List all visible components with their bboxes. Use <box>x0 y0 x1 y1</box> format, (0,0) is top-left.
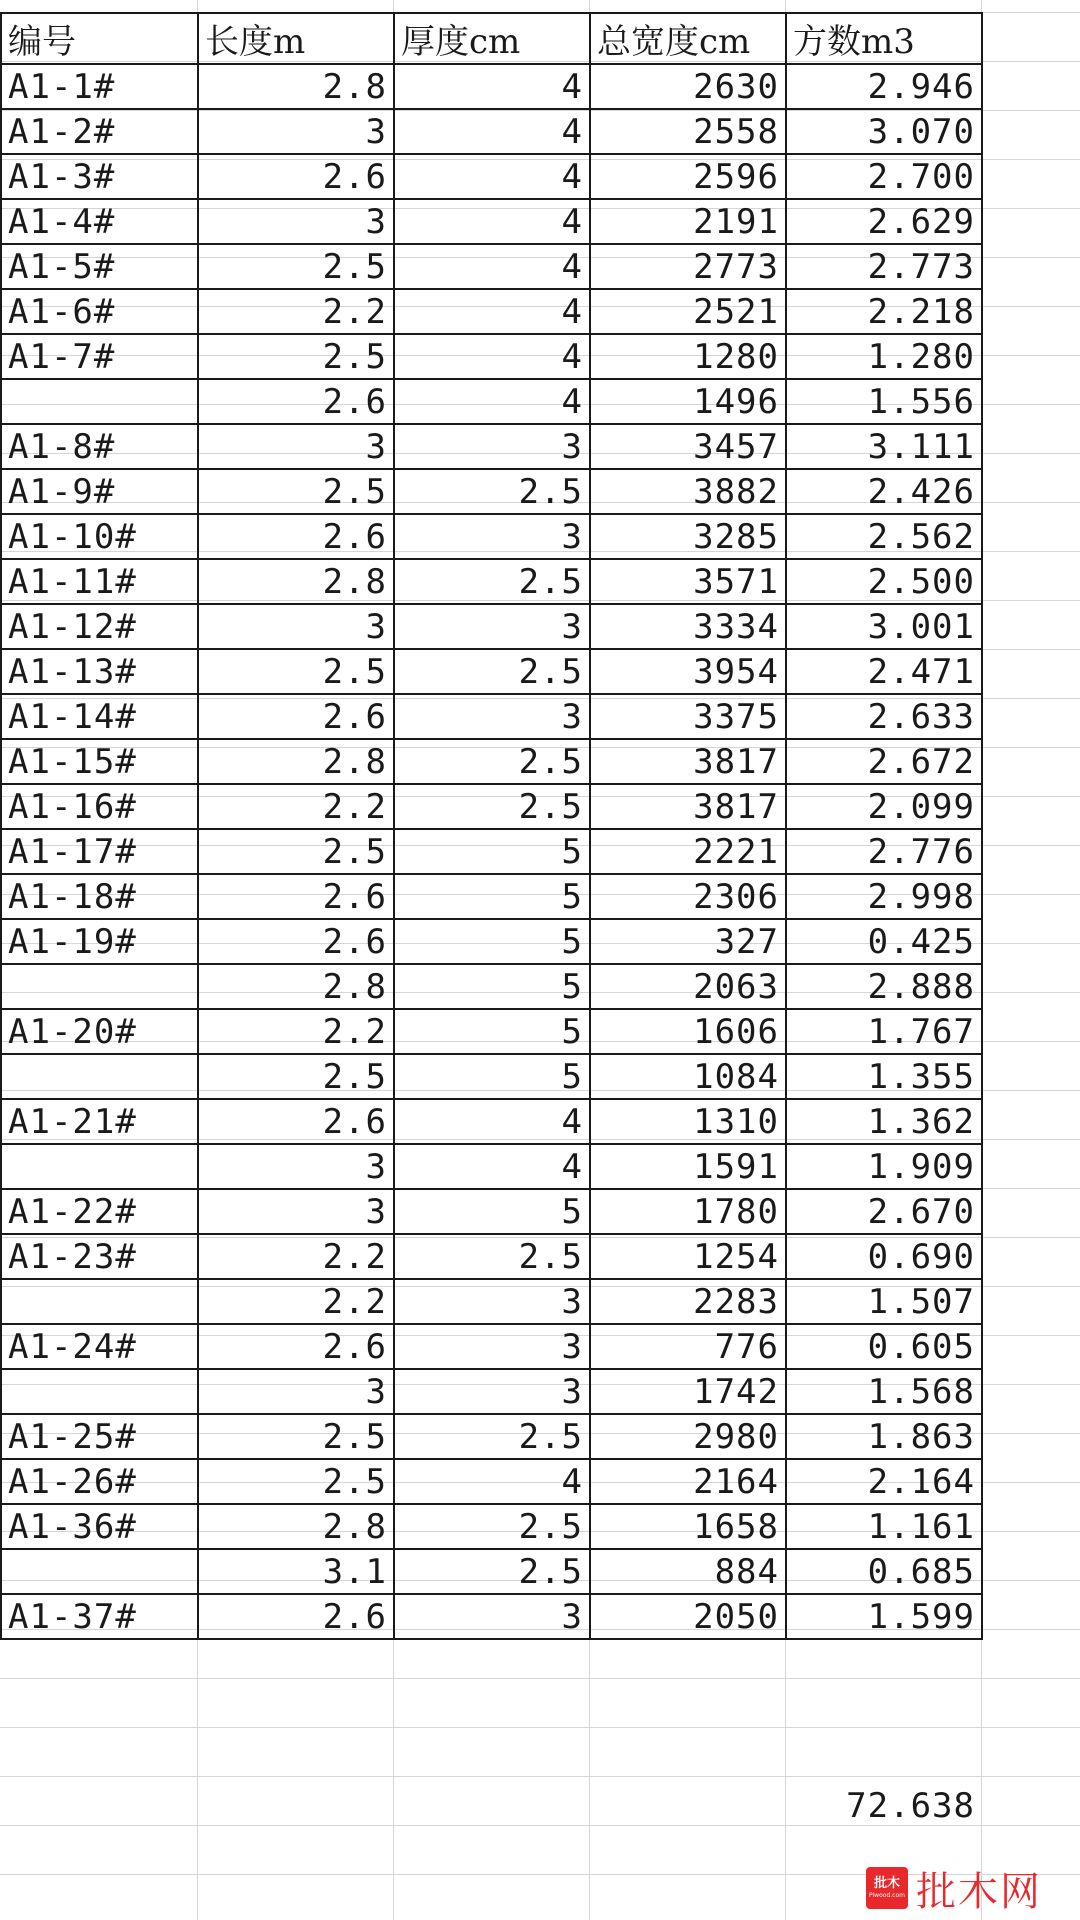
cell-total-width[interactable]: 1310 <box>590 1099 786 1144</box>
cell-thickness[interactable]: 3 <box>394 424 590 469</box>
cell-total-width[interactable]: 2306 <box>590 874 786 919</box>
cell-length[interactable]: 3 <box>198 1144 394 1189</box>
cell-volume[interactable]: 2.426 <box>786 469 982 514</box>
cell-length[interactable]: 3 <box>198 109 394 154</box>
cell-thickness[interactable]: 4 <box>394 289 590 334</box>
header-thickness[interactable]: 厚度cm <box>394 13 590 64</box>
cell-volume[interactable]: 1.161 <box>786 1504 982 1549</box>
table-row <box>1 919 982 964</box>
header-volume[interactable]: 方数m3 <box>786 13 982 64</box>
table-row <box>1 1099 982 1144</box>
cell-id[interactable]: A1-17# <box>1 829 198 874</box>
cell-thickness[interactable]: 5 <box>394 1054 590 1099</box>
cell-id[interactable]: A1-4# <box>1 199 198 244</box>
cell-thickness[interactable]: 5 <box>394 1189 590 1234</box>
cell-thickness[interactable]: 4 <box>394 109 590 154</box>
cell-length[interactable]: 2.5 <box>198 649 394 694</box>
cell-id[interactable]: A1-2# <box>1 109 198 154</box>
cell-thickness[interactable]: 4 <box>394 334 590 379</box>
cell-volume[interactable]: 2.776 <box>786 829 982 874</box>
cell-total-width[interactable]: 884 <box>590 1549 786 1594</box>
cell-total-width[interactable]: 3334 <box>590 604 786 649</box>
cell-thickness[interactable]: 3 <box>394 694 590 739</box>
grid-row-line <box>0 1678 1080 1679</box>
cell-volume[interactable]: 2.218 <box>786 289 982 334</box>
cell-total-width[interactable]: 2164 <box>590 1459 786 1504</box>
table-row <box>1 694 982 739</box>
cell-length[interactable]: 2.6 <box>198 1099 394 1144</box>
cell-total-width[interactable]: 1658 <box>590 1504 786 1549</box>
cell-thickness[interactable]: 5 <box>394 964 590 1009</box>
table-row <box>1 874 982 919</box>
cell-id[interactable]: A1-14# <box>1 694 198 739</box>
cell-thickness[interactable]: 2.5 <box>394 1414 590 1459</box>
table-row <box>1 424 982 469</box>
cell-thickness[interactable]: 2.5 <box>394 1504 590 1549</box>
cell-volume[interactable]: 2.164 <box>786 1459 982 1504</box>
cell-length[interactable]: 3 <box>198 1189 394 1234</box>
cell-thickness[interactable]: 5 <box>394 919 590 964</box>
cell-id[interactable]: A1-8# <box>1 424 198 469</box>
cell-thickness[interactable]: 5 <box>394 874 590 919</box>
cell-length[interactable]: 2.8 <box>198 1504 394 1549</box>
cell-volume[interactable]: 2.946 <box>786 64 982 109</box>
cell-length[interactable]: 2.5 <box>198 1054 394 1099</box>
table-row <box>1 1459 982 1504</box>
cell-thickness[interactable]: 2.5 <box>394 784 590 829</box>
table-row <box>1 1009 982 1054</box>
cell-total-width[interactable]: 2980 <box>590 1414 786 1459</box>
cell-id[interactable]: A1-24# <box>1 1324 198 1369</box>
cell-thickness[interactable]: 4 <box>394 64 590 109</box>
table-row <box>1 244 982 289</box>
cell-total-width[interactable]: 1591 <box>590 1144 786 1189</box>
cell-total-width[interactable]: 1780 <box>590 1189 786 1234</box>
cell-id[interactable]: A1-18# <box>1 874 198 919</box>
cell-length[interactable]: 2.6 <box>198 154 394 199</box>
cell-id[interactable]: A1-7# <box>1 334 198 379</box>
cell-volume[interactable]: 1.362 <box>786 1099 982 1144</box>
header-row <box>1 13 982 64</box>
cell-volume[interactable]: 1.280 <box>786 334 982 379</box>
cell-total-width[interactable]: 1280 <box>590 334 786 379</box>
cell-volume[interactable]: 0.425 <box>786 919 982 964</box>
cell-volume[interactable]: 2.471 <box>786 649 982 694</box>
cell-length[interactable]: 2.2 <box>198 1234 394 1279</box>
cell-length[interactable]: 3 <box>198 604 394 649</box>
grid-row-line <box>0 1776 1080 1777</box>
cell-total-width[interactable]: 2283 <box>590 1279 786 1324</box>
cell-volume[interactable]: 2.773 <box>786 244 982 289</box>
cell-thickness[interactable]: 3 <box>394 1279 590 1324</box>
table-row <box>1 154 982 199</box>
cell-id[interactable]: A1-20# <box>1 1009 198 1054</box>
cell-total-width[interactable]: 327 <box>590 919 786 964</box>
cell-id[interactable] <box>1 1369 198 1414</box>
cell-volume[interactable]: 1.863 <box>786 1414 982 1459</box>
table-row <box>1 289 982 334</box>
header-total-width[interactable]: 总宽度cm <box>590 13 786 64</box>
cell-total-width[interactable]: 2191 <box>590 199 786 244</box>
cell-id[interactable]: A1-22# <box>1 1189 198 1234</box>
watermark-badge-sub: Piwood.com <box>869 1892 905 1899</box>
cell-total-width[interactable]: 3571 <box>590 559 786 604</box>
cell-volume[interactable]: 1.556 <box>786 379 982 424</box>
cell-total-width[interactable]: 2630 <box>590 64 786 109</box>
cell-length[interactable]: 3 <box>198 199 394 244</box>
cell-length[interactable]: 2.6 <box>198 1594 394 1639</box>
cell-volume[interactable]: 2.700 <box>786 154 982 199</box>
cell-id[interactable]: A1-6# <box>1 289 198 334</box>
cell-length[interactable]: 2.2 <box>198 1009 394 1054</box>
cell-thickness[interactable]: 4 <box>394 1144 590 1189</box>
cell-total-width[interactable]: 3954 <box>590 649 786 694</box>
cell-thickness[interactable]: 5 <box>394 1009 590 1054</box>
cell-thickness[interactable]: 3 <box>394 1369 590 1414</box>
cell-volume[interactable]: 2.633 <box>786 694 982 739</box>
cell-length[interactable]: 2.2 <box>198 289 394 334</box>
cell-volume[interactable]: 0.605 <box>786 1324 982 1369</box>
cell-volume[interactable]: 1.909 <box>786 1144 982 1189</box>
cell-total-width[interactable]: 1606 <box>590 1009 786 1054</box>
cell-volume[interactable]: 1.767 <box>786 1009 982 1054</box>
cell-total-width[interactable]: 776 <box>590 1324 786 1369</box>
cell-total-width[interactable]: 2773 <box>590 244 786 289</box>
cell-thickness[interactable]: 4 <box>394 1099 590 1144</box>
cell-volume[interactable]: 1.355 <box>786 1054 982 1099</box>
cell-id[interactable]: A1-26# <box>1 1459 198 1504</box>
cell-volume[interactable]: 2.670 <box>786 1189 982 1234</box>
cell-total-width[interactable]: 1742 <box>590 1369 786 1414</box>
table-row <box>1 784 982 829</box>
table-row <box>1 649 982 694</box>
cell-id[interactable]: A1-12# <box>1 604 198 649</box>
cell-id[interactable]: A1-23# <box>1 1234 198 1279</box>
cell-id[interactable]: A1-9# <box>1 469 198 514</box>
cell-total-width[interactable]: 1254 <box>590 1234 786 1279</box>
cell-length[interactable]: 3 <box>198 424 394 469</box>
cell-id[interactable]: A1-5# <box>1 244 198 289</box>
table-row <box>1 1054 982 1099</box>
cell-volume[interactable]: 3.001 <box>786 604 982 649</box>
table-row <box>1 604 982 649</box>
table-row <box>1 514 982 559</box>
data-table <box>0 12 983 1640</box>
watermark-badge-text: 批木 <box>873 1876 900 1891</box>
cell-volume[interactable]: 2.888 <box>786 964 982 1009</box>
cell-thickness[interactable]: 4 <box>394 199 590 244</box>
cell-total-width[interactable]: 2558 <box>590 109 786 154</box>
cell-id[interactable] <box>1 1054 198 1099</box>
cell-volume[interactable]: 3.070 <box>786 109 982 154</box>
header-length[interactable]: 长度m <box>198 13 394 64</box>
table-row <box>1 379 982 424</box>
table-row <box>1 469 982 514</box>
cell-thickness[interactable]: 3 <box>394 604 590 649</box>
cell-total-width[interactable]: 3882 <box>590 469 786 514</box>
table-row <box>1 1189 982 1234</box>
watermark-text: 批木网 <box>916 1868 1042 1915</box>
cell-volume[interactable]: 3.111 <box>786 424 982 469</box>
watermark <box>866 1864 1042 1915</box>
cell-length[interactable]: 2.8 <box>198 64 394 109</box>
cell-length[interactable]: 3 <box>198 1369 394 1414</box>
cell-volume[interactable]: 1.568 <box>786 1369 982 1414</box>
table-row <box>1 1594 982 1639</box>
cell-id[interactable]: A1-11# <box>1 559 198 604</box>
cell-length[interactable]: 2.6 <box>198 874 394 919</box>
cell-total-width[interactable]: 2050 <box>590 1594 786 1639</box>
cell-id[interactable]: A1-19# <box>1 919 198 964</box>
cell-length[interactable]: 2.6 <box>198 514 394 559</box>
cell-length[interactable]: 2.5 <box>198 829 394 874</box>
cell-volume[interactable]: 2.562 <box>786 514 982 559</box>
table-row <box>1 964 982 1009</box>
cell-total-width[interactable]: 3285 <box>590 514 786 559</box>
table-row <box>1 1369 982 1414</box>
cell-id[interactable]: A1-25# <box>1 1414 198 1459</box>
cell-thickness[interactable]: 4 <box>394 1459 590 1504</box>
cell-volume[interactable]: 1.507 <box>786 1279 982 1324</box>
cell-thickness[interactable]: 2.5 <box>394 649 590 694</box>
cell-thickness[interactable]: 3 <box>394 514 590 559</box>
cell-thickness[interactable]: 5 <box>394 829 590 874</box>
cell-total-width[interactable]: 2221 <box>590 829 786 874</box>
cell-total-width[interactable]: 1084 <box>590 1054 786 1099</box>
cell-volume[interactable]: 1.599 <box>786 1594 982 1639</box>
cell-total-width[interactable]: 3817 <box>590 739 786 784</box>
cell-length[interactable]: 2.6 <box>198 379 394 424</box>
table-row <box>1 739 982 784</box>
cell-total-width[interactable]: 2521 <box>590 289 786 334</box>
cell-length[interactable]: 2.6 <box>198 694 394 739</box>
cell-length[interactable]: 2.5 <box>198 1459 394 1504</box>
cell-volume[interactable]: 2.998 <box>786 874 982 919</box>
grid-row-line <box>0 1727 1080 1728</box>
cell-length[interactable]: 2.5 <box>198 1414 394 1459</box>
cell-length[interactable]: 2.6 <box>198 919 394 964</box>
total-cell[interactable]: 72.638 <box>846 1786 975 1826</box>
cell-length[interactable]: 2.5 <box>198 244 394 289</box>
cell-id[interactable] <box>1 1549 198 1594</box>
cell-length[interactable]: 2.6 <box>198 1324 394 1369</box>
table-row <box>1 559 982 604</box>
watermark-logo <box>866 1867 908 1909</box>
table-row <box>1 199 982 244</box>
cell-id[interactable]: A1-13# <box>1 649 198 694</box>
cell-id[interactable]: A1-3# <box>1 154 198 199</box>
cell-total-width[interactable]: 3375 <box>590 694 786 739</box>
table-row <box>1 1504 982 1549</box>
cell-total-width[interactable]: 3817 <box>590 784 786 829</box>
cell-total-width[interactable]: 2596 <box>590 154 786 199</box>
cell-id[interactable] <box>1 964 198 1009</box>
table-row <box>1 1279 982 1324</box>
cell-volume[interactable]: 2.672 <box>786 739 982 784</box>
cell-thickness[interactable]: 3 <box>394 1594 590 1639</box>
cell-id[interactable]: A1-16# <box>1 784 198 829</box>
cell-thickness[interactable]: 2.5 <box>394 559 590 604</box>
cell-thickness[interactable]: 2.5 <box>394 1234 590 1279</box>
cell-total-width[interactable]: 2063 <box>590 964 786 1009</box>
cell-length[interactable]: 2.8 <box>198 559 394 604</box>
cell-id[interactable] <box>1 1279 198 1324</box>
header-id[interactable]: 编号 <box>1 13 198 64</box>
cell-volume[interactable]: 2.500 <box>786 559 982 604</box>
cell-total-width[interactable]: 1496 <box>590 379 786 424</box>
table-row <box>1 1549 982 1594</box>
cell-length[interactable]: 2.2 <box>198 784 394 829</box>
table-row <box>1 1324 982 1369</box>
cell-thickness[interactable]: 4 <box>394 244 590 289</box>
cell-id[interactable]: A1-15# <box>1 739 198 784</box>
cell-total-width[interactable]: 3457 <box>590 424 786 469</box>
cell-thickness[interactable]: 3 <box>394 1324 590 1369</box>
table-row <box>1 1234 982 1279</box>
cell-thickness[interactable]: 4 <box>394 379 590 424</box>
cell-length[interactable]: 2.5 <box>198 334 394 379</box>
cell-length[interactable]: 2.8 <box>198 739 394 784</box>
cell-volume[interactable]: 0.690 <box>786 1234 982 1279</box>
cell-length[interactable]: 3.1 <box>198 1549 394 1594</box>
cell-id[interactable] <box>1 379 198 424</box>
table-row <box>1 334 982 379</box>
table-row <box>1 1144 982 1189</box>
cell-length[interactable]: 2.8 <box>198 964 394 1009</box>
cell-volume[interactable]: 2.099 <box>786 784 982 829</box>
cell-length[interactable]: 2.5 <box>198 469 394 514</box>
table-row <box>1 1414 982 1459</box>
cell-length[interactable]: 2.2 <box>198 1279 394 1324</box>
table-row <box>1 109 982 154</box>
cell-volume[interactable]: 2.629 <box>786 199 982 244</box>
cell-id[interactable]: A1-10# <box>1 514 198 559</box>
cell-thickness[interactable]: 2.5 <box>394 469 590 514</box>
cell-id[interactable]: A1-21# <box>1 1099 198 1144</box>
cell-id[interactable]: A1-1# <box>1 64 198 109</box>
table-row <box>1 829 982 874</box>
cell-thickness[interactable]: 4 <box>394 154 590 199</box>
cell-id[interactable] <box>1 1144 198 1189</box>
cell-volume[interactable]: 0.685 <box>786 1549 982 1594</box>
cell-thickness[interactable]: 2.5 <box>394 739 590 784</box>
cell-id[interactable]: A1-37# <box>1 1594 198 1639</box>
cell-thickness[interactable]: 2.5 <box>394 1549 590 1594</box>
cell-id[interactable]: A1-36# <box>1 1504 198 1549</box>
table-row <box>1 64 982 109</box>
